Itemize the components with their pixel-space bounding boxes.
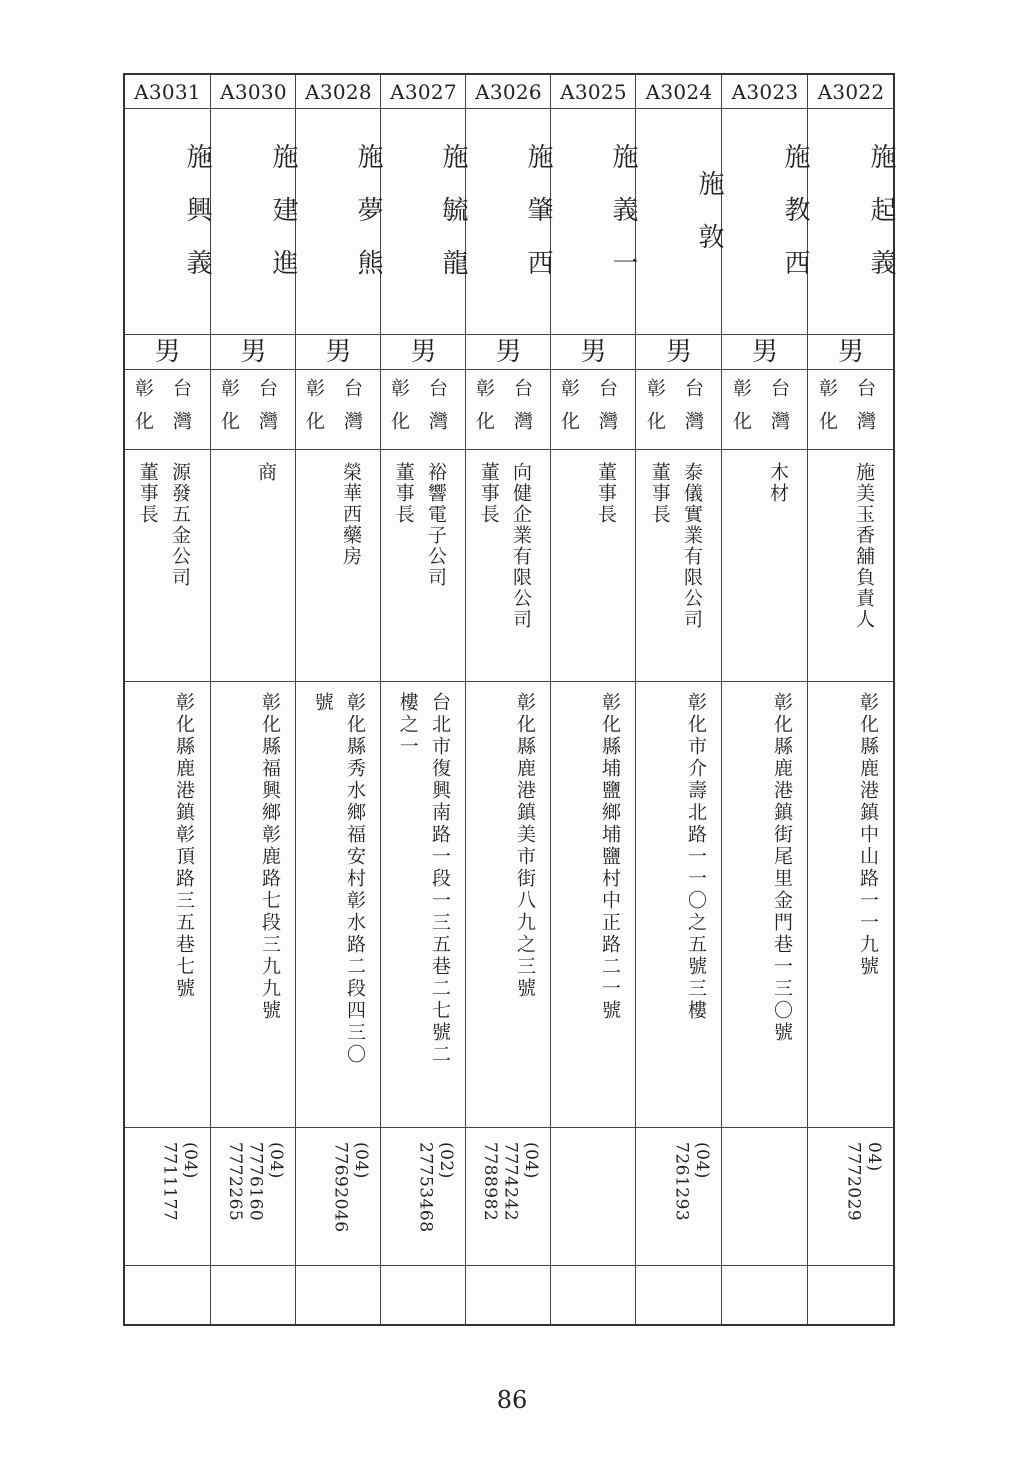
record-column xyxy=(125,75,210,1324)
record-address-cell xyxy=(381,682,466,1128)
record-name-cell xyxy=(211,109,296,335)
record-occupation: 泰儀實業有限公司 董事長 xyxy=(648,462,703,630)
record-address: 彰化縣秀水鄉福安村彰水路二段四三〇 號 xyxy=(311,692,366,1066)
record-origin: 台灣彰化 xyxy=(388,378,448,444)
record-occupation: 向健企業有限公司 董事長 xyxy=(477,462,532,630)
record-id-cell xyxy=(211,75,296,109)
record-origin: 台灣彰化 xyxy=(816,378,876,444)
record-column xyxy=(295,75,381,1324)
record-origin: 台灣彰化 xyxy=(730,378,790,444)
record-origin-cell xyxy=(211,370,296,450)
record-phone xyxy=(561,1142,626,1261)
record-name-cell xyxy=(381,109,466,335)
record-id: A3025 xyxy=(560,80,627,104)
record-id: A3026 xyxy=(475,80,542,104)
record-occupation-cell xyxy=(466,450,551,682)
record-sex: 男 xyxy=(495,337,522,367)
record-origin: 台灣彰化 xyxy=(473,378,533,444)
record-occupation-cell xyxy=(808,450,894,682)
record-phone-cell xyxy=(466,1128,551,1266)
record-notes-cell xyxy=(381,1266,466,1325)
record-sex-cell xyxy=(296,335,381,370)
record-origin: 台灣彰化 xyxy=(218,378,278,444)
record-address-cell xyxy=(466,682,551,1128)
record-origin: 台灣彰化 xyxy=(132,378,192,444)
record-notes-cell xyxy=(466,1266,551,1325)
record-id: A3023 xyxy=(731,80,799,104)
record-sex-cell xyxy=(381,335,466,370)
record-address: 彰化縣福興鄉彰鹿路七段三九九號 xyxy=(259,692,281,1022)
record-id: A3028 xyxy=(305,80,372,104)
record-phone-cell xyxy=(296,1128,381,1266)
record-notes-cell xyxy=(296,1266,381,1325)
record-name-cell xyxy=(808,109,894,335)
record-sex-cell xyxy=(808,335,894,370)
record-sex-cell xyxy=(551,335,636,370)
record-phone: (02) 27753468 xyxy=(415,1142,456,1233)
record-phone: 04) 7772029 xyxy=(843,1142,884,1222)
record-origin-cell xyxy=(125,370,210,450)
record-phone-cell xyxy=(125,1128,210,1266)
record-id: A3031 xyxy=(134,80,201,104)
record-sex: 男 xyxy=(837,337,864,367)
record-name: 施敦 xyxy=(694,169,724,276)
record-address: 彰化縣埔鹽鄉埔鹽村中正路二一號 xyxy=(599,692,621,1022)
record-address: 彰化縣鹿港鎮彰頂路三五巷七號 xyxy=(173,692,195,1000)
record-origin-cell xyxy=(636,370,722,450)
record-column xyxy=(721,75,808,1324)
record-column xyxy=(550,75,636,1324)
record-origin-cell xyxy=(296,370,381,450)
record-name-cell xyxy=(636,109,722,335)
record-name-cell xyxy=(466,109,551,335)
record-sex: 男 xyxy=(580,337,607,367)
record-phone: (04) 77692046 xyxy=(330,1142,371,1233)
record-notes-cell xyxy=(551,1266,636,1325)
record-phone-cell xyxy=(551,1128,636,1266)
record-id-cell xyxy=(296,75,381,109)
record-name: 施毓龍 xyxy=(438,143,468,302)
record-id: A3022 xyxy=(817,80,885,104)
record-phone: (04) 7776160 7772265 xyxy=(225,1142,286,1222)
record-id-cell xyxy=(636,75,722,109)
record-column xyxy=(380,75,466,1324)
record-id: A3027 xyxy=(390,80,457,104)
record-notes-cell xyxy=(125,1266,210,1325)
record-id-cell xyxy=(381,75,466,109)
record-occupation-cell xyxy=(125,450,210,682)
record-notes-cell xyxy=(211,1266,296,1325)
record-column xyxy=(635,75,722,1324)
record-occupation-cell xyxy=(722,450,808,682)
record-column xyxy=(210,75,296,1324)
record-name: 施義一 xyxy=(608,143,638,302)
record-phone-cell xyxy=(636,1128,722,1266)
record-notes-cell xyxy=(636,1266,722,1325)
record-sex-cell xyxy=(125,335,210,370)
record-name-cell xyxy=(125,109,210,335)
record-address-cell xyxy=(551,682,636,1128)
record-address: 彰化縣鹿港鎮美市街八九之三號 xyxy=(514,692,536,1000)
record-phone: (04) 7774242 7788982 xyxy=(480,1142,541,1222)
record-name-cell xyxy=(551,109,636,335)
record-notes-cell xyxy=(722,1266,808,1325)
record-id-cell xyxy=(125,75,210,109)
record-id-cell xyxy=(722,75,808,109)
record-phone-cell xyxy=(808,1128,894,1266)
record-origin: 台灣彰化 xyxy=(558,378,618,444)
record-notes-cell xyxy=(808,1266,894,1325)
record-sex: 男 xyxy=(240,337,267,367)
record-address: 彰化縣鹿港鎮街尾里金門巷一三〇號 xyxy=(771,692,793,1044)
record-occupation: 裕響電子公司 董事長 xyxy=(392,462,447,588)
record-id: A3030 xyxy=(220,80,287,104)
record-address-cell xyxy=(722,682,808,1128)
record-name: 施興義 xyxy=(182,143,212,302)
record-address-cell xyxy=(211,682,296,1128)
record-phone xyxy=(732,1142,798,1261)
record-name: 施建進 xyxy=(268,143,298,302)
record-sex-cell xyxy=(636,335,722,370)
record-sex: 男 xyxy=(665,337,692,367)
record-occupation-cell xyxy=(551,450,636,682)
record-sex: 男 xyxy=(325,337,352,367)
record-name: 施肇西 xyxy=(523,143,553,302)
record-name-cell xyxy=(722,109,808,335)
record-address-cell xyxy=(808,682,894,1128)
page-number: 86 xyxy=(496,1386,528,1414)
record-occupation: 源發五金公司 董事長 xyxy=(136,462,191,588)
record-address-cell xyxy=(125,682,210,1128)
record-address-cell xyxy=(296,682,381,1128)
record-phone-cell xyxy=(722,1128,808,1266)
record-sex-cell xyxy=(211,335,296,370)
record-origin: 台灣彰化 xyxy=(644,378,704,444)
record-origin-cell xyxy=(722,370,808,450)
record-address: 彰化市介壽北路一一〇之五號三樓 xyxy=(685,692,707,1022)
record-column xyxy=(807,75,894,1324)
record-name: 施夢熊 xyxy=(353,143,383,302)
record-occupation: 施美玉香舖負責人 xyxy=(853,462,875,630)
record-sex: 男 xyxy=(154,337,181,367)
record-origin: 台灣彰化 xyxy=(303,378,363,444)
record-origin-cell xyxy=(551,370,636,450)
record-id: A3024 xyxy=(645,80,713,104)
record-id-cell xyxy=(466,75,551,109)
record-sex-cell xyxy=(722,335,808,370)
record-id-cell xyxy=(808,75,894,109)
record-occupation: 董事長 xyxy=(595,462,617,525)
record-occupation-cell xyxy=(211,450,296,682)
record-phone-cell xyxy=(381,1128,466,1266)
record-phone-cell xyxy=(211,1128,296,1266)
record-occupation: 商 xyxy=(255,462,277,483)
record-sex: 男 xyxy=(410,337,437,367)
record-origin-cell xyxy=(381,370,466,450)
register-table xyxy=(123,73,895,1326)
record-column xyxy=(465,75,551,1324)
record-address: 彰化縣鹿港鎮中山路一一九號 xyxy=(857,692,879,978)
record-phone: (04) 7711177 xyxy=(159,1142,200,1222)
record-origin-cell xyxy=(808,370,894,450)
record-name: 施教西 xyxy=(780,143,810,302)
record-address-cell xyxy=(636,682,722,1128)
record-phone: (04) 7261293 xyxy=(671,1142,712,1222)
record-occupation-cell xyxy=(381,450,466,682)
record-id-cell xyxy=(551,75,636,109)
record-name: 施起義 xyxy=(866,143,896,302)
record-origin-cell xyxy=(466,370,551,450)
record-occupation: 木材 xyxy=(767,462,789,504)
record-name-cell xyxy=(296,109,381,335)
record-occupation-cell xyxy=(296,450,381,682)
record-sex-cell xyxy=(466,335,551,370)
record-sex: 男 xyxy=(751,337,778,367)
record-address: 台北市復興南路一段一三五巷二七號二 樓之一 xyxy=(396,692,451,1066)
record-occupation: 榮華西藥房 xyxy=(340,462,362,567)
record-occupation-cell xyxy=(636,450,722,682)
